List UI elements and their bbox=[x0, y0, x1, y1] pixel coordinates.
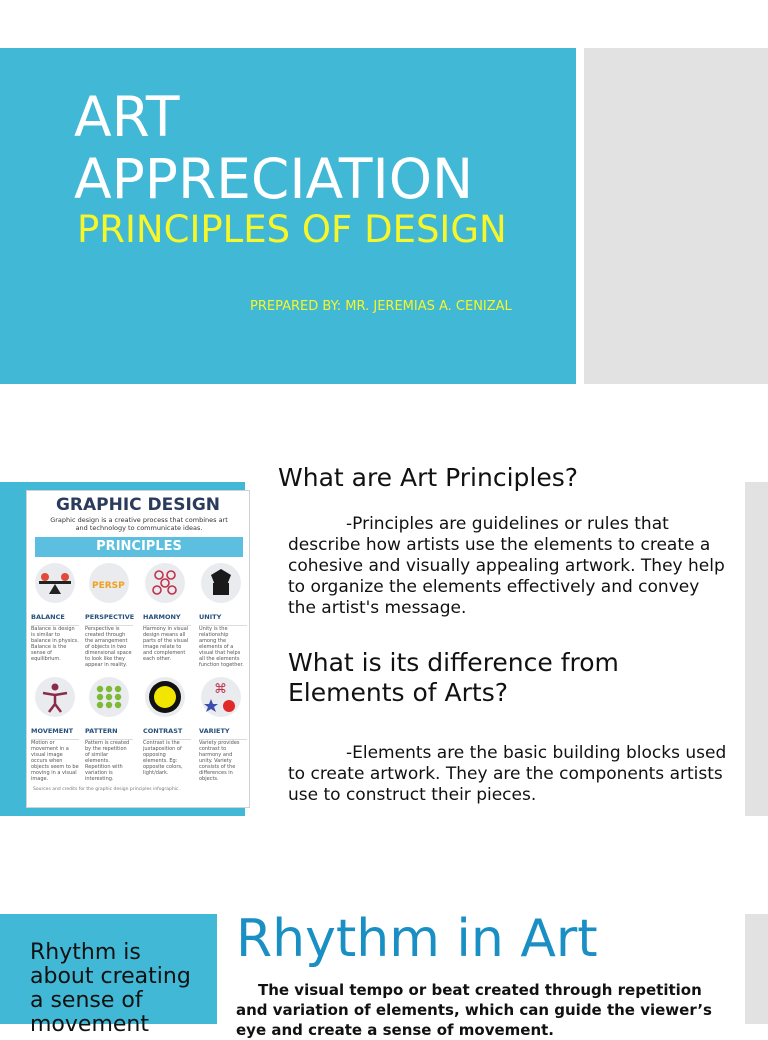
title-line-1: ART bbox=[74, 85, 180, 149]
infographic-principles-bar: PRINCIPLES bbox=[35, 537, 243, 557]
question-art-principles: What are Art Principles? bbox=[278, 463, 579, 492]
question-difference: What is its difference from Elements of Arts? bbox=[288, 648, 619, 707]
figure-icon bbox=[35, 677, 75, 717]
principle-text: Unity is the relationship among the elements of a visual that helps all the elements function together. bbox=[199, 625, 247, 662]
principle-text: Balance is design is similar to balance in physics. Balance is the sense of equilibrium. bbox=[31, 626, 79, 662]
perspective-word-icon bbox=[89, 563, 129, 603]
slide3-side-panel bbox=[745, 914, 768, 1024]
principle-label: HARMONY bbox=[143, 613, 181, 621]
rhythm-side-text: Rhythm is about creating a sense of movement bbox=[30, 940, 191, 1037]
infographic-title: GRAPHIC DESIGN bbox=[55, 495, 221, 515]
answer-difference: -Elements are the basic building blocks used to create artwork. They are the components artists use to construct their pieces. bbox=[288, 743, 727, 805]
principle-text: Variety provides contrast to harmony and unity. Variety consists of the differences in objects. bbox=[199, 739, 247, 776]
dots-icon bbox=[89, 677, 129, 717]
principle-label: UNITY bbox=[199, 613, 222, 621]
seesaw-icon bbox=[35, 563, 75, 603]
title-slide-side-panel bbox=[584, 48, 768, 384]
mixed-icon bbox=[201, 677, 241, 717]
principle-text: Contrast is the juxtaposition of opposing elements. Eg: opposite colors, light/dark. bbox=[143, 739, 191, 776]
prepared-by: PREPARED BY: MR. JEREMIAS A. CENIZAL bbox=[250, 299, 512, 314]
shapes-icon bbox=[201, 563, 241, 603]
principle-text: Pattern is created by the repetition of similar elements. Repetition with variation is interesting. bbox=[85, 739, 133, 776]
subtitle: PRINCIPLES OF DESIGN bbox=[77, 208, 507, 251]
principle-label: PERSPECTIVE bbox=[85, 613, 135, 621]
infographic-credits: Sources and credits for the graphic design principles infographic. bbox=[33, 787, 180, 792]
principle-text: Perspective is created through the arrangement of objects in two dimensional space to look like they appear in reality. bbox=[85, 626, 132, 668]
circles-icon bbox=[145, 563, 185, 603]
title-line-2: APPRECIATION bbox=[74, 147, 474, 211]
slide2-side-panel bbox=[745, 482, 768, 816]
svg-text:PERSP: PERSP bbox=[92, 581, 125, 591]
principle-text: Harmony in visual design means all parts of the visual image relate to and complement each other. bbox=[143, 625, 191, 662]
answer-art-principles: -Principles are guidelines or rules that describe how artists use the elements to create a cohesive and visually appealing artwork. They help to organize the elements effectively and convey the artist's message. bbox=[288, 514, 725, 618]
rhythm-title: Rhythm in Art bbox=[236, 909, 598, 969]
infographic-description: Graphic design is a creative process that combines art and technology to communicate ideas. bbox=[50, 516, 228, 532]
principle-label: CONTRAST bbox=[143, 727, 183, 735]
target-icon bbox=[145, 677, 185, 717]
principle-label: PATTERN bbox=[85, 727, 118, 735]
graphic-design-infographic bbox=[26, 490, 250, 808]
principle-label: MOVEMENT bbox=[31, 727, 74, 735]
principle-label: VARIETY bbox=[199, 727, 230, 735]
principle-label: BALANCE bbox=[31, 613, 65, 621]
principle-text: Motion or movement in a visual image occurs when objects seem to be moving in a visual image. bbox=[31, 740, 79, 782]
svg-text:⌘: ⌘ bbox=[214, 682, 227, 697]
rhythm-body: The visual tempo or beat created through repetition and variation of elements, which can guide the viewer’s eye and create a sense of movement. bbox=[236, 981, 712, 1039]
